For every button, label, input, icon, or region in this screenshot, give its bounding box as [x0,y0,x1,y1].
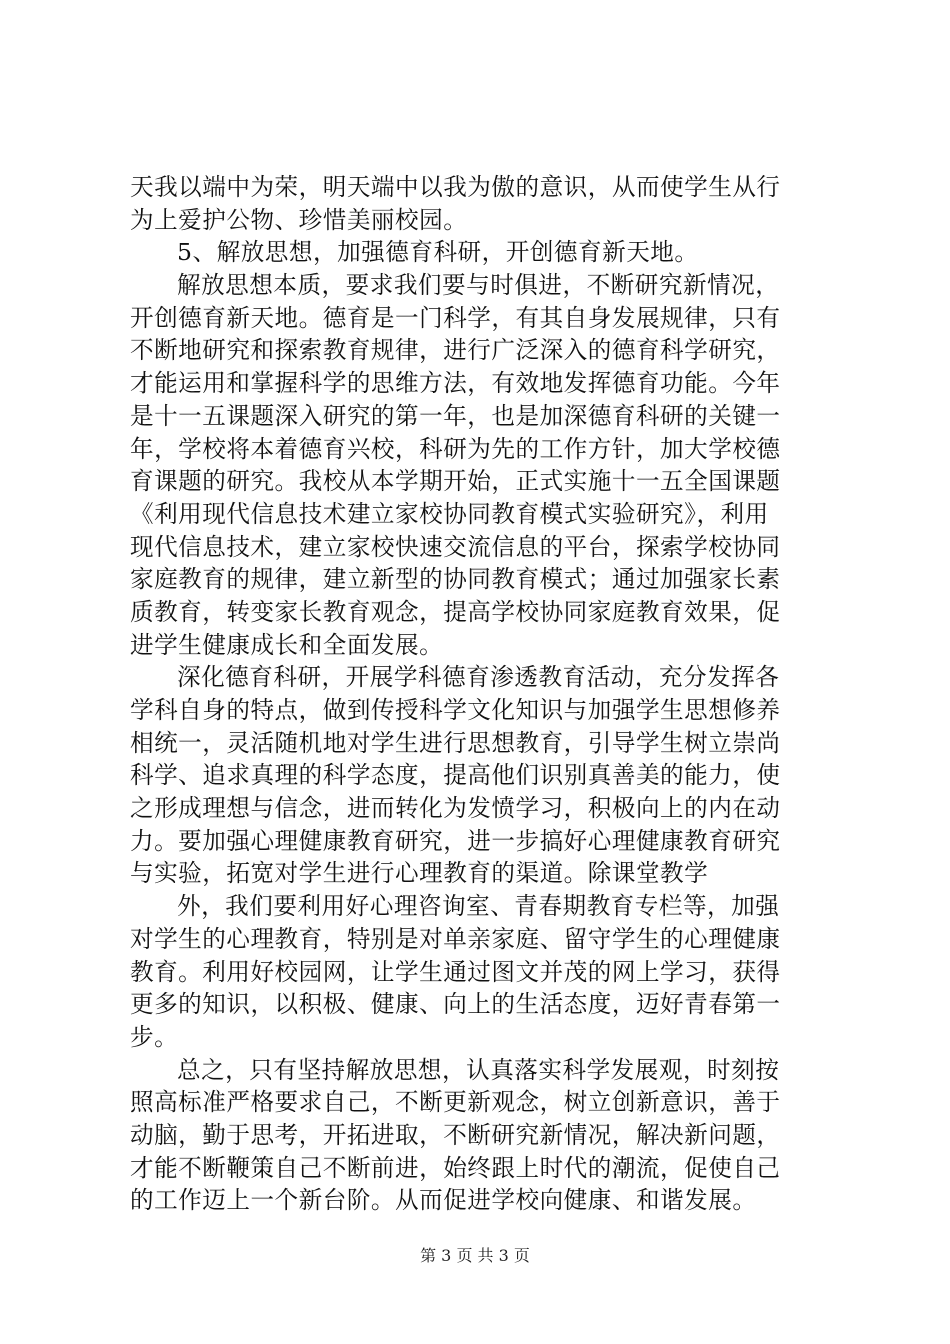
text-line: 才能不断鞭策自己不断前进，始终跟上时代的潮流，促使自己 [130,1153,781,1182]
text-line: 力。要加强心理健康教育研究，进一步搞好心理健康教育研究 [130,826,781,855]
text-line: 《利用现代信息技术建立家校协同教育模式实验研究》，利用 [130,499,769,528]
text-line: 不断地研究和探索教育规律，进行广泛深入的德育科学研究， [130,336,781,365]
text-line: 育课题的研究。我校从本学期开始，正式实施十一五全国课题 [130,467,781,496]
page-number-footer: 第 3 页 共 3 页 [420,1246,530,1265]
text-line: 与实验，拓宽对学生进行心理教育的渠道。除课堂教学 [130,859,709,888]
text-line: 教育。利用好校园网，让学生通过图文并茂的网上学习，获得 [130,957,781,986]
text-line: 相统一，灵活随机地对学生进行思想教育，引导学生树立崇尚 [130,728,781,757]
text-line: 总之，只有坚持解放思想，认真落实科学发展观，时刻按 [177,1055,780,1084]
text-line: 之形成理想与信念，进而转化为发愤学习，积极向上的内在动 [130,794,781,823]
text-line: 的工作迈上一个新台阶。从而促进学校向健康、和谐发展。 [130,1186,757,1215]
text-line: 开创德育新天地。德育是一门科学，有其自身发展规律，只有 [130,303,781,332]
text-line: 步。 [130,1022,179,1051]
document-body [130,171,830,1217]
text-line: 才能运用和掌握科学的思维方法，有效地发挥德育功能。今年 [130,369,781,398]
text-line: 现代信息技术，建立家校快速交流信息的平台，探索学校协同 [130,532,781,561]
text-line: 深化德育科研，开展学科德育渗透教育活动，充分发挥各 [177,663,780,692]
text-line: 家庭教育的规律，建立新型的协同教育模式；通过加强家长素 [130,565,781,594]
text-line: 更多的知识，以积极、健康、向上的生活态度，迈好青春第一 [130,990,781,1019]
text-line: 质教育，转变家长教育观念，提高学校协同家庭教育效果，促 [130,597,781,626]
text-line: 科学、追求真理的科学态度，提高他们识别真善美的能力，使 [130,761,781,790]
text-line: 对学生的心理教育，特别是对单亲家庭、留守学生的心理健康 [130,924,781,953]
text-line: 是十一五课题深入研究的第一年，也是加深德育科研的关键一 [130,401,781,430]
text-line: 照高标准严格要求自己，不断更新观念，树立创新意识，善于 [130,1088,781,1117]
text-line: 外，我们要利用好心理咨询室、青春期教育专栏等，加强 [177,892,780,921]
text-line: 为上爱护公物、珍惜美丽校园。 [130,205,468,234]
text-line: 进学生健康成长和全面发展。 [130,630,444,659]
text-line: 学科自身的特点，做到传授科学文化知识与加强学生思想修养 [130,696,781,724]
text-line: 天我以端中为荣，明天端中以我为傲的意识，从而使学生从行 [130,173,781,201]
text-line: 年，学校将本着德育兴校，科研为先的工作方针，加大学校德 [130,434,781,463]
section-heading: 5、解放思想，加强德育科研，开创德育新天地。 [177,238,699,267]
text-line: 动脑，勤于思考，开拓进取，不断研究新情况，解决新问题， [130,1120,781,1149]
text-line: 解放思想本质，要求我们要与时俱进，不断研究新情况， [177,271,780,300]
